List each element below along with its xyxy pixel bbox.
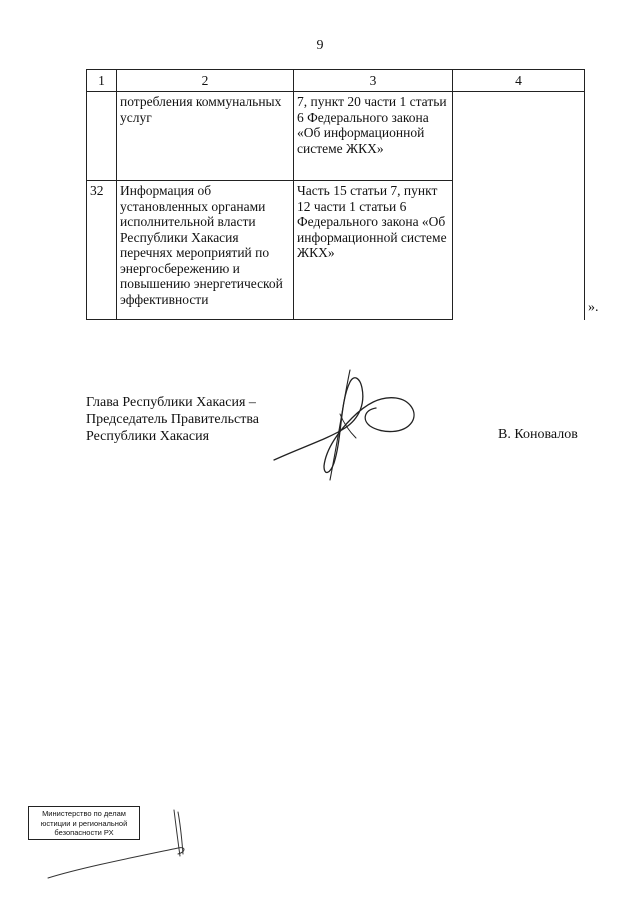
signer-title-line: Глава Республики Хакасия – [86, 395, 256, 410]
table-header-row [87, 70, 585, 92]
row-legal-basis-cell: Часть 15 статьи 7, пункт 12 части 1 статьи 6 Федерального закона «Об информационной системе ЖКХ» [294, 181, 453, 320]
header-cell-4: 4 [453, 70, 585, 92]
signer-title [86, 394, 259, 445]
table-row [87, 92, 585, 181]
row-note-cell [453, 92, 585, 320]
closing-quote: ». [588, 300, 599, 315]
stamp-signature [40, 806, 190, 886]
stamp-line: юстиции и региональной [40, 818, 128, 828]
signer-title-line: Председатель Правительства [86, 412, 259, 427]
header-cell-1: 1 [87, 70, 117, 92]
stamp-line: Министерство по делам [42, 809, 126, 818]
header-cell-3: 3 [294, 70, 453, 92]
row-description-cell: потребления коммунальных услуг [117, 92, 294, 181]
signer-title-line: Республики Хакасия [86, 429, 210, 444]
handwritten-signature [270, 368, 440, 483]
signer-name: В. Коновалов [498, 427, 578, 442]
row-legal-basis-cell: 7, пункт 20 части 1 статьи 6 Федерального закона «Об информационной системе ЖКХ» [294, 92, 453, 181]
stamp-line: безопасности РХ [54, 828, 114, 837]
page-number: 9 [316, 38, 324, 53]
row-number-cell [87, 92, 117, 181]
row-description-cell: Информация об установленных органами исполнительной власти Республики Хакасия перечнях мероприятий по энергосбережению и повышению энергетической эффективности [117, 181, 294, 320]
header-cell-2: 2 [117, 70, 294, 92]
row-number-cell: 32 [87, 181, 117, 320]
document-table [86, 69, 585, 320]
